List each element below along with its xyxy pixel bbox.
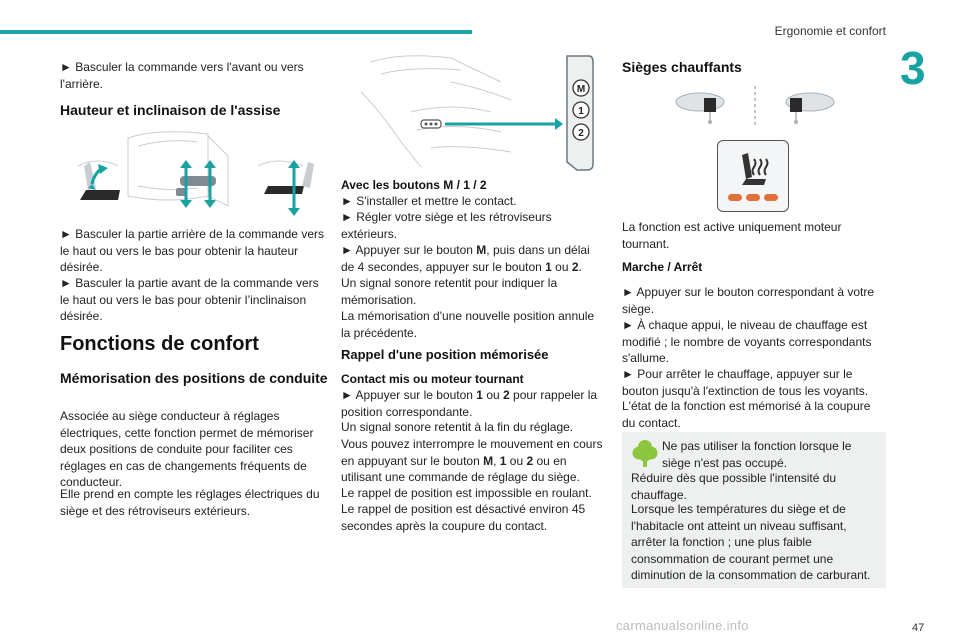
heating-led-3 — [764, 194, 778, 201]
note-line-1: Ne pas utiliser la fonction lorsque le siège n'est pas occupé. — [662, 439, 852, 470]
left-hand-drive-icon — [676, 93, 724, 124]
tree-eco-icon — [632, 438, 658, 468]
interrupt-text-2: ou en utilisant une commande de réglage du siège. — [341, 453, 580, 484]
memory-buttons-illustration — [341, 52, 606, 172]
heading-seat-height: Hauteur et inclinaison de l'assise — [60, 102, 281, 118]
press-m-period: . — [578, 259, 582, 274]
memory-button-1-label: 1 — [578, 106, 584, 117]
memory-button-m-label: M — [576, 84, 586, 95]
left-seat-icon — [80, 162, 120, 200]
press-m-text-2: , puis dans un délai de 4 secondes, appuyer sur le bouton — [341, 243, 590, 274]
memory-button-2-label: 2 — [578, 128, 584, 139]
header-accent-bar — [0, 30, 472, 34]
recall-text-2: pour rappeler la position correspondante. — [341, 388, 598, 419]
interrupt-button-1: 1 — [499, 453, 507, 468]
recall-button-2: 2 — [503, 388, 510, 402]
chapter-title: Ergonomie et confort — [774, 24, 886, 38]
heating-led-1 — [728, 194, 742, 201]
on-off-step-1: ► Appuyer sur le bouton correspondant à votre siège. — [622, 285, 875, 316]
interrupt-text-1: Vous pouvez interrompre le mouvement en cours en appuyant sur le bouton — [341, 437, 603, 468]
interrupt-comma: , — [493, 453, 500, 468]
press-m-button-1: 1 — [545, 259, 552, 274]
impossible-text: Le rappel de position est impossible en roulant. — [341, 486, 592, 500]
signal-text: Un signal sonore retentit pour indiquer la mémorisation. — [341, 276, 558, 307]
intro-text: ► Basculer la commande vers l'avant ou vers l'arrière. — [60, 60, 304, 91]
contact-heading: Contact mis ou moteur tournant — [341, 372, 524, 386]
watermark-text: carmanualsonline.info — [616, 618, 749, 633]
adjust-step: ► Régler votre siège et les rétroviseurs extérieurs. — [341, 210, 552, 241]
press-m-or: ou — [551, 259, 572, 274]
heating-led-2 — [746, 194, 760, 201]
heading-memorisation: Mémorisation des positions de conduite — [60, 370, 328, 386]
page-number: 47 — [912, 622, 925, 634]
note-line-2: Réduire dès que possible l'intensité du chauffage. — [631, 471, 837, 502]
press-m-button-m: M — [476, 243, 487, 257]
recall-or: ou — [482, 388, 503, 402]
seat-control-icon — [176, 160, 216, 208]
recall-text: ► Appuyer sur le bouton — [341, 388, 477, 402]
heading-comfort-functions: Fonctions de confort — [60, 333, 259, 355]
end-signal-text: Un signal sonore retentit à la fin du réglage. — [341, 420, 574, 434]
with-buttons-heading: Avec les boutons M / 1 / 2 — [341, 178, 487, 192]
memo-paragraph-2: Elle prend en compte les réglages électriques du siège et des rétroviseurs extérieurs. — [60, 487, 320, 518]
interrupt-text — [341, 436, 605, 486]
replace-text: La mémorisation d'une nouvelle position annule la précédente. — [341, 309, 595, 340]
heated-seat-icon — [718, 141, 788, 211]
seat-paragraph-2: ► Basculer la partie avant de la commande vers le haut ou vers le bas pour obtenir l’inclinaison désirée. — [60, 276, 319, 323]
interrupt-or: ou — [506, 453, 527, 468]
recall-button-1: 1 — [476, 388, 483, 402]
steering-wheel-positions-illustration — [670, 84, 840, 130]
heading-recall: Rappel d'une position mémorisée — [341, 347, 549, 362]
disabled-text: Le rappel de position est désactivé environ 45 secondes après la coupure du contact. — [341, 502, 586, 533]
on-off-step-2: ► À chaque appui, le niveau de chauffage est modifié ; le nombre de voyants correspondants s'allume. — [622, 318, 872, 365]
on-off-step-3: ► Pour arrêter le chauffage, appuyer sur le bouton jusqu'à l'extinction de tous les voyants. — [622, 367, 869, 398]
recall-step — [341, 387, 605, 420]
active-only-text: La fonction est active uniquement moteur tournant. — [622, 220, 842, 251]
press-m-step — [341, 242, 605, 275]
seat-height-illustration — [58, 126, 326, 218]
seat-heating-button[interactable] — [717, 140, 789, 212]
heading-heated-seats: Sièges chauffants — [622, 59, 742, 75]
press-m-button-2: 2 — [571, 259, 579, 274]
chapter-number: 3 — [900, 42, 926, 94]
seat-paragraph-1: ► Basculer la partie arrière de la commande vers le haut ou vers le bas pour obtenir la hauteur désirée. — [60, 227, 324, 274]
memo-paragraph-1: Associée au siège conducteur à réglages électriques, cette fonction permet de mémoriser deux positions de conduite pour faciliter ces réglages en cas de changements fréquents de conducteur. — [60, 409, 314, 489]
install-step: ► S'installer et mettre le contact. — [341, 194, 517, 208]
on-off-memorised: L'état de la fonction est mémorisé à la coupure du contact. — [622, 399, 871, 430]
right-hand-drive-icon — [786, 93, 834, 124]
interrupt-button-m: M — [483, 453, 494, 468]
right-seat-icon — [264, 160, 314, 216]
press-m-text: ► Appuyer sur le bouton — [341, 243, 477, 257]
note-line-3: Lorsque les températures du siège et de l'habitacle ont atteint un niveau suffisant, arrêter la fonction ; une plus faible consommation de courant permet une diminution de la consommation de carburant. — [631, 502, 871, 582]
heading-on-off: Marche / Arrêt — [622, 260, 703, 274]
interrupt-button-2: 2 — [526, 453, 534, 468]
